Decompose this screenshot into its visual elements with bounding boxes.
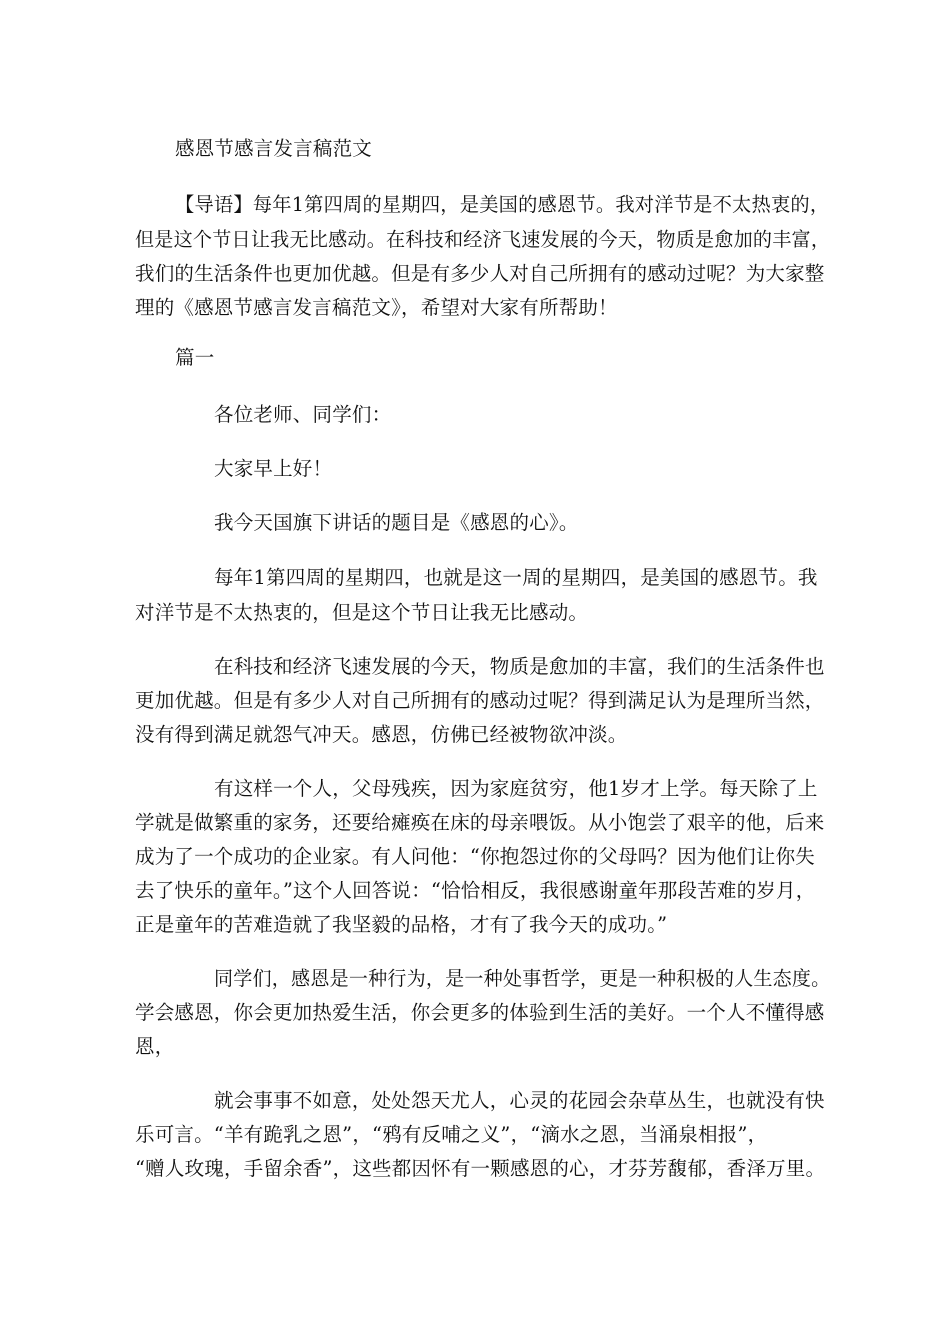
- paragraph-line: 更加优越。但是有多少人对自己所拥有的感动过呢？得到满足认为是理所当然，: [135, 689, 825, 712]
- paragraph-line: 在科技和经济飞速发展的今天，物质是愈加的丰富，我们的生活条件也: [214, 655, 825, 678]
- paragraph-line: 同学们，感恩是一种行为，是一种处事哲学，更是一种积极的人生态度。: [214, 968, 831, 990]
- paragraph-line: 正是童年的苦难造就了我坚毅的品格，才有了我今天的成功。”: [135, 913, 668, 936]
- paragraph-line: 对洋节是不太热衷的，但是这个节日让我无比感动。: [135, 601, 589, 624]
- paragraph-line: 学就是做繁重的家务，还要给瘫痪在床的母亲喂饭。从小饱尝了艰辛的他，后来: [135, 811, 825, 834]
- paragraph-line: 没有得到满足就怨气冲天。感恩，仿佛已经被物欲冲淡。: [135, 723, 628, 746]
- paragraph-line: 恩，: [135, 1035, 175, 1058]
- intro-line: 但是这个节日让我无比感动。在科技和经济飞速发展的今天，物质是愈加的丰富，: [135, 228, 831, 251]
- paragraph-line: 成为了一个成功的企业家。有人问他：“你抱怨过你的父母吗？因为他们让你失: [135, 845, 815, 868]
- intro-line: 我们的生活条件也更加优越。但是有多少人对自己所拥有的感动过呢？为大家整: [135, 262, 825, 285]
- paragraph-line: 去了快乐的童年。”这个人回答说：“恰恰相反，我很感谢童年那段苦难的岁月，: [135, 879, 816, 902]
- paragraph-line: “赠人玫瑰，手留余香”，这些都因怀有一颗感恩的心，才芬芳馥郁，香泽万里。: [135, 1157, 826, 1180]
- salutation: 各位老师、同学们：: [214, 403, 392, 426]
- intro-line: 理的《感恩节感言发言稿范文》，希望对大家有所帮助！: [135, 296, 618, 319]
- greeting: 大家早上好！: [214, 457, 333, 480]
- paragraph-line: 每年1第四周的星期四，也就是这一周的星期四，是美国的感恩节。我: [214, 566, 818, 589]
- paragraph-line: 有这样一个人，父母残疾，因为家庭贫穷，他1岁才上学。每天除了上: [214, 777, 818, 800]
- paragraph-line: 就会事事不如意，处处怨天尤人，心灵的花园会杂草丛生，也就没有快: [214, 1089, 825, 1112]
- intro-line: 【导语】每年1第四周的星期四，是美国的感恩节。我对洋节是不太热衷的，: [175, 193, 830, 216]
- section-heading: 篇一: [175, 346, 215, 369]
- paragraph-line: 乐可言。“羊有跪乳之恩”，“鸦有反哺之义”，“滴水之恩，当涌泉相报”，: [135, 1123, 768, 1146]
- document-title: 感恩节感言发言稿范文: [175, 137, 373, 160]
- speech-topic: 我今天国旗下讲话的题目是《感恩的心》。: [214, 511, 579, 534]
- paragraph-line: 学会感恩，你会更加热爱生活，你会更多的体验到生活的美好。一个人不懂得感: [135, 1001, 825, 1024]
